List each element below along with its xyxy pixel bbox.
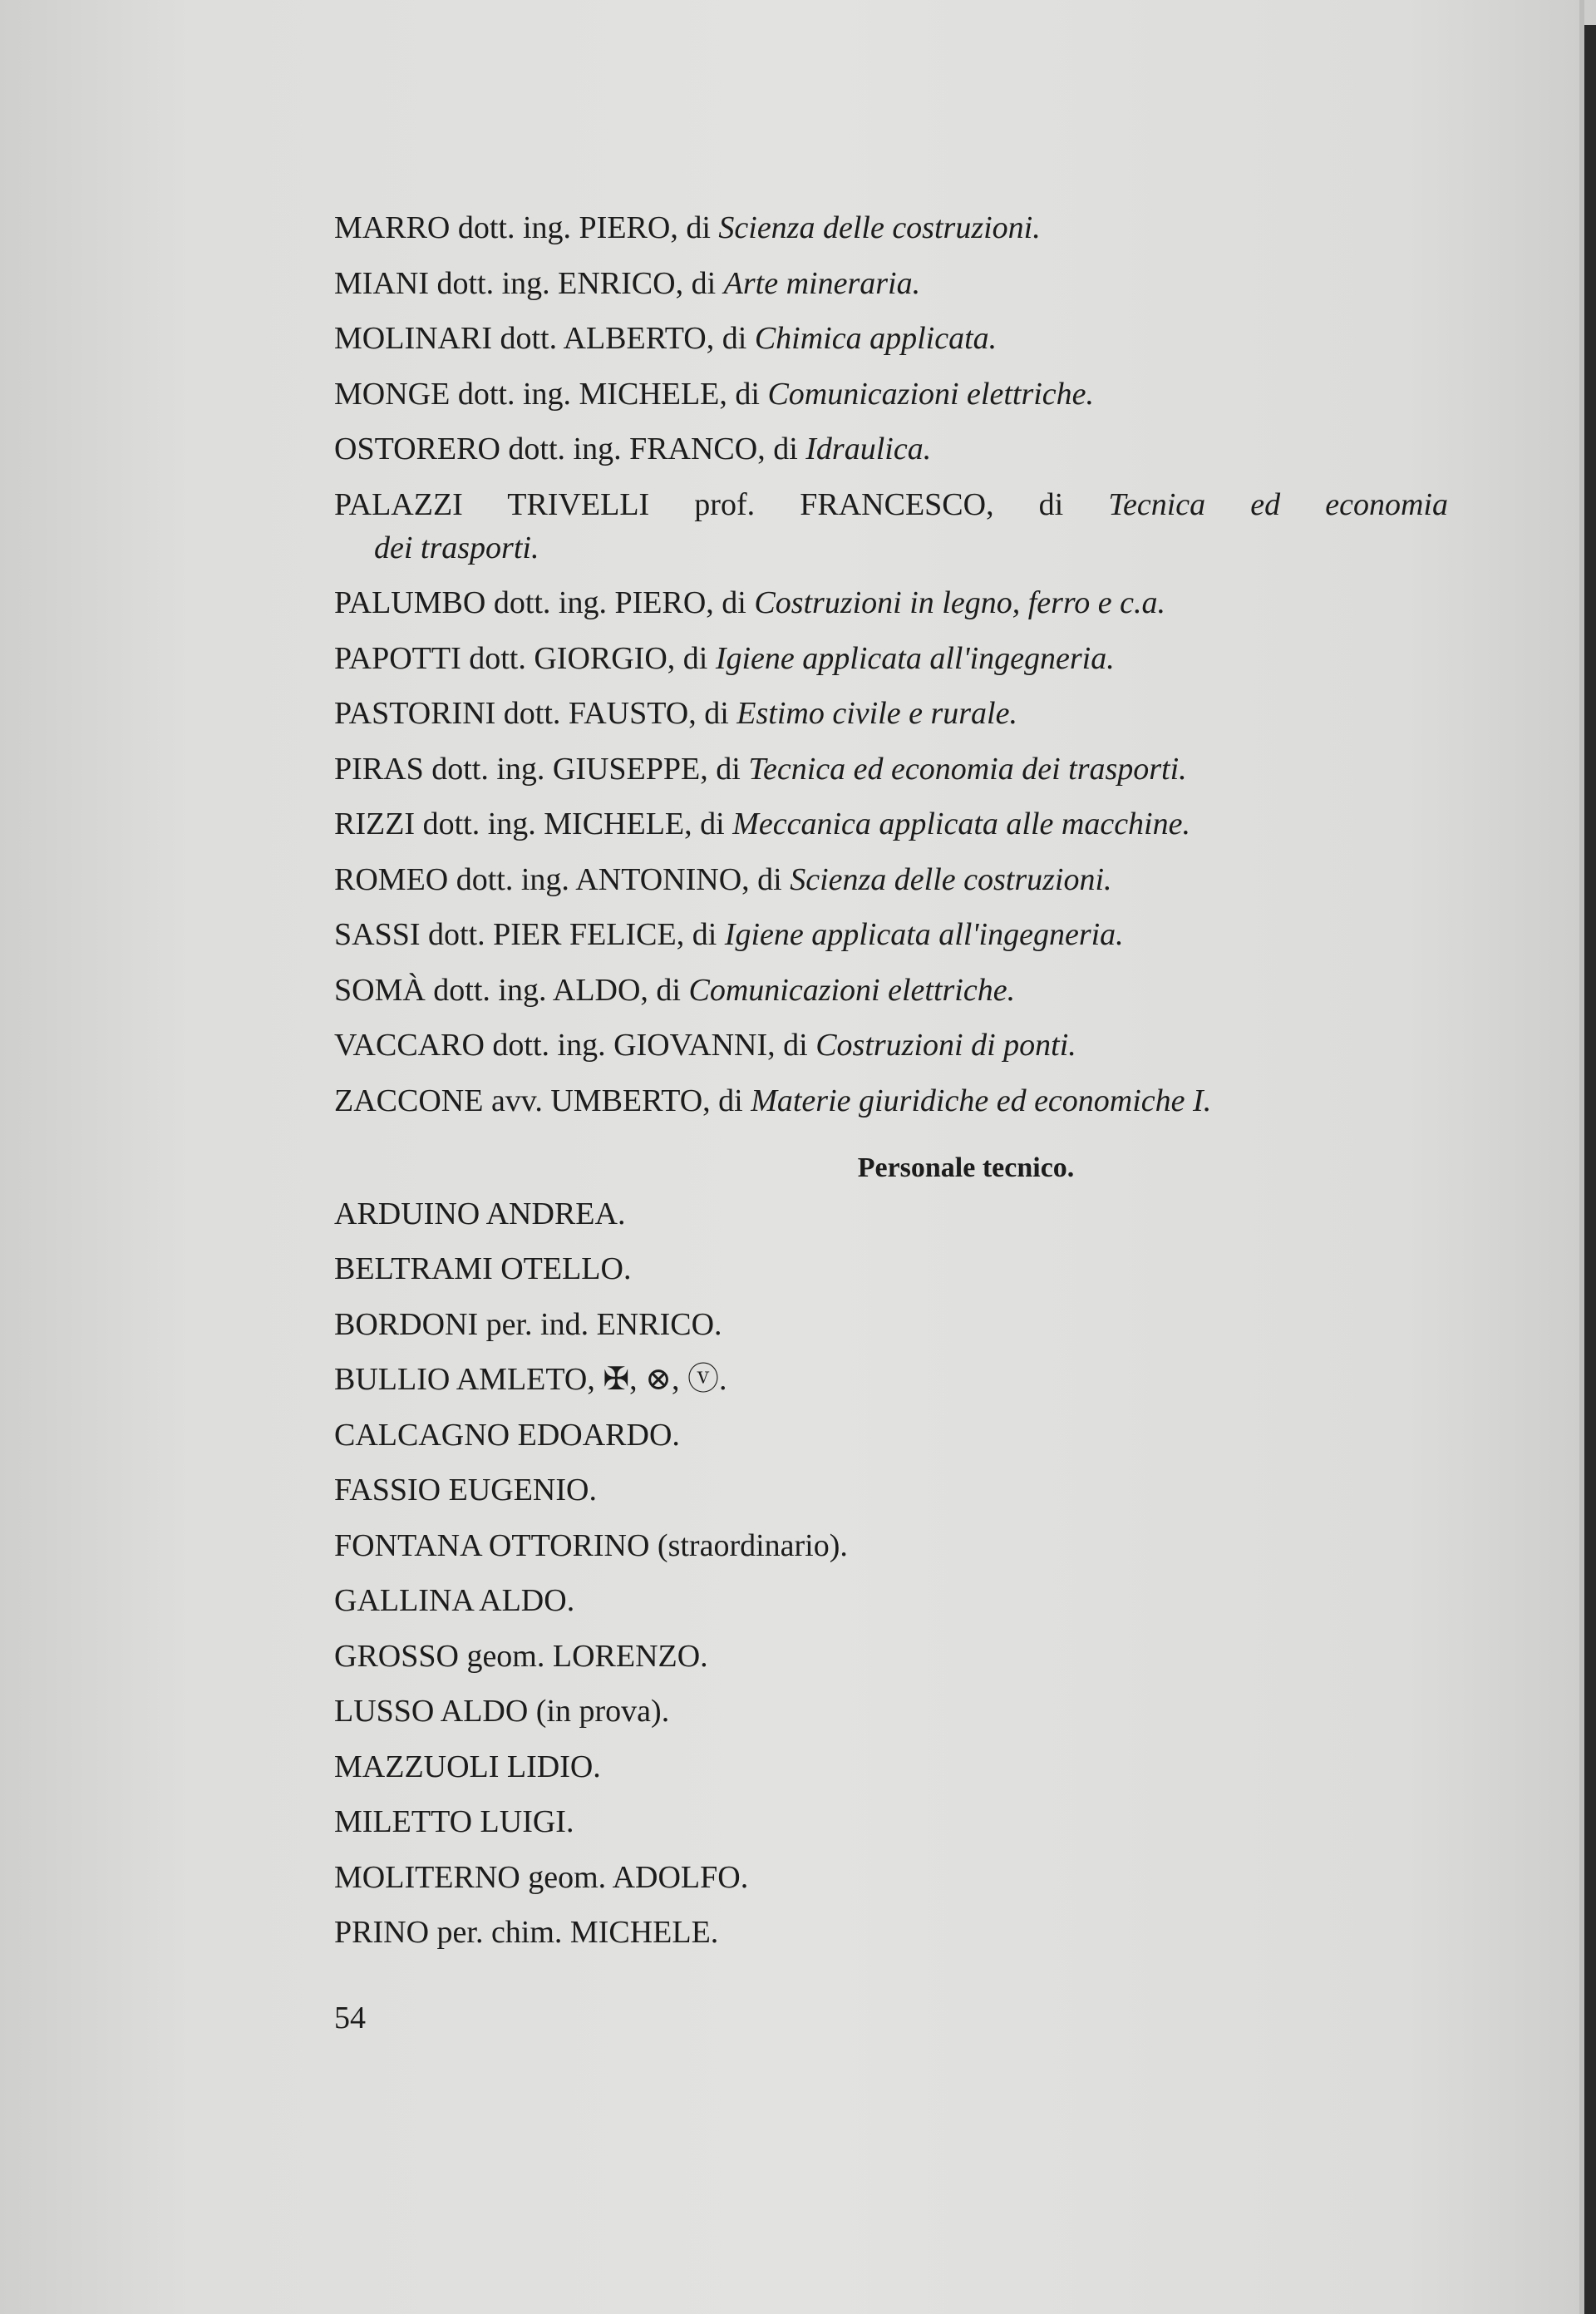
faculty-name: MIANI dott. ing. ENRICO, di <box>334 265 724 301</box>
staff-entry: FASSIO EUGENIO. <box>334 1473 597 1507</box>
faculty-name: OSTORERO dott. ing. FRANCO, di <box>334 432 806 466</box>
faculty-subject: Idraulica. <box>805 432 932 466</box>
faculty-subject: Costruzioni di ponti. <box>815 1028 1076 1063</box>
faculty-entry <box>334 1079 1448 1122</box>
faculty-name: PIRAS dott. ing. GIUSEPPE, di <box>334 751 749 787</box>
faculty-subject: Materie giuridiche ed economiche I. <box>751 1083 1212 1118</box>
staff-entry: BULLIO AMLETO, ✠, ⊗, ⓥ. <box>334 1362 727 1397</box>
faculty-entry <box>334 483 1448 570</box>
staff-entry: BORDONI per. ind. ENRICO. <box>334 1306 722 1342</box>
faculty-name: MARRO dott. ing. PIERO, di <box>334 210 719 245</box>
faculty-subject: Igiene applicata all'ingegneria. <box>715 640 1115 676</box>
faculty-name: PALAZZI TRIVELLI prof. FRANCESCO, di <box>334 486 1109 522</box>
staff-entry: MOLITERNO geom. ADOLFO. <box>334 1859 749 1895</box>
faculty-subject: Igiene applicata all'ingegneria. <box>724 917 1124 952</box>
faculty-name: RIZZI dott. ing. MICHELE, di <box>334 807 733 841</box>
faculty-name: VACCARO dott. ing. GIOVANNI, di <box>334 1028 816 1063</box>
faculty-subject: Scienza delle costruzioni. <box>718 210 1041 245</box>
faculty-entry <box>334 637 1448 680</box>
faculty-name: PALUMBO dott. ing. PIERO, di <box>334 585 755 620</box>
faculty-subject: Tecnica ed economia dei trasporti. <box>748 751 1187 787</box>
faculty-subject-continuation: dei trasporti. <box>374 530 539 565</box>
staff-list <box>334 1192 1448 1955</box>
faculty-subject: Comunicazioni elettriche. <box>688 972 1016 1008</box>
faculty-entry <box>334 262 1448 305</box>
page-content <box>334 206 1448 1966</box>
faculty-list <box>334 206 1448 1122</box>
faculty-entry <box>334 373 1448 416</box>
faculty-name: ROMEO dott. ing. ANTONINO, di <box>334 861 791 897</box>
faculty-subject: Comunicazioni elettriche. <box>767 376 1095 412</box>
faculty-name: MOLINARI dott. ALBERTO, di <box>334 321 755 356</box>
faculty-name: SOMÀ dott. ing. ALDO, di <box>334 972 689 1008</box>
faculty-entry <box>334 206 1448 249</box>
faculty-subject: Estimo civile e rurale. <box>736 696 1017 731</box>
faculty-name: SASSI dott. PIER FELICE, di <box>334 917 725 952</box>
faculty-name: PAPOTTI dott. GIORGIO, di <box>334 640 716 676</box>
faculty-subject: Scienza delle costruzioni. <box>790 861 1112 897</box>
faculty-entry <box>334 747 1448 791</box>
staff-entry: GALLINA ALDO. <box>334 1583 575 1618</box>
faculty-entry-line1 <box>334 483 1448 526</box>
faculty-subject: Meccanica applicata alle macchine. <box>732 807 1190 841</box>
faculty-entry <box>334 1024 1448 1067</box>
faculty-entry <box>334 317 1448 360</box>
staff-entry: LUSSO ALDO (in prova). <box>334 1694 670 1729</box>
staff-entry: CALCAGNO EDOARDO. <box>334 1417 680 1453</box>
staff-entry: MAZZUOLI LIDIO. <box>334 1749 601 1784</box>
page-number: 54 <box>334 2001 366 2035</box>
faculty-subject: Chimica applicata. <box>754 321 998 356</box>
faculty-entry <box>334 802 1448 846</box>
faculty-subject: Arte mineraria. <box>723 265 921 301</box>
staff-entry: PRINO per. chim. MICHELE. <box>334 1915 719 1950</box>
page-edge-binding <box>1584 25 1596 2314</box>
staff-entry: MILETTO LUIGI. <box>334 1804 574 1839</box>
faculty-entry <box>334 969 1448 1012</box>
faculty-subject: Tecnica ed economia <box>1108 486 1448 522</box>
faculty-entry <box>334 427 1448 471</box>
staff-entry: ARDUINO ANDREA. <box>334 1196 626 1231</box>
staff-entry: GROSSO geom. LORENZO. <box>334 1638 708 1674</box>
staff-entry: FONTANA OTTORINO (straordinario). <box>334 1527 848 1563</box>
staff-entry: BELTRAMI OTELLO. <box>334 1251 632 1286</box>
faculty-entry <box>334 692 1448 735</box>
faculty-name: PASTORINI dott. FAUSTO, di <box>334 696 737 731</box>
faculty-subject: Costruzioni in legno, ferro e c.a. <box>754 585 1166 620</box>
section-heading: Personale tecnico. <box>857 1152 1075 1183</box>
faculty-entry <box>334 858 1448 901</box>
faculty-name: MONGE dott. ing. MICHELE, di <box>334 376 768 412</box>
faculty-entry <box>334 581 1448 624</box>
faculty-entry <box>334 913 1448 956</box>
faculty-name: ZACCONE avv. UMBERTO, di <box>334 1083 751 1118</box>
